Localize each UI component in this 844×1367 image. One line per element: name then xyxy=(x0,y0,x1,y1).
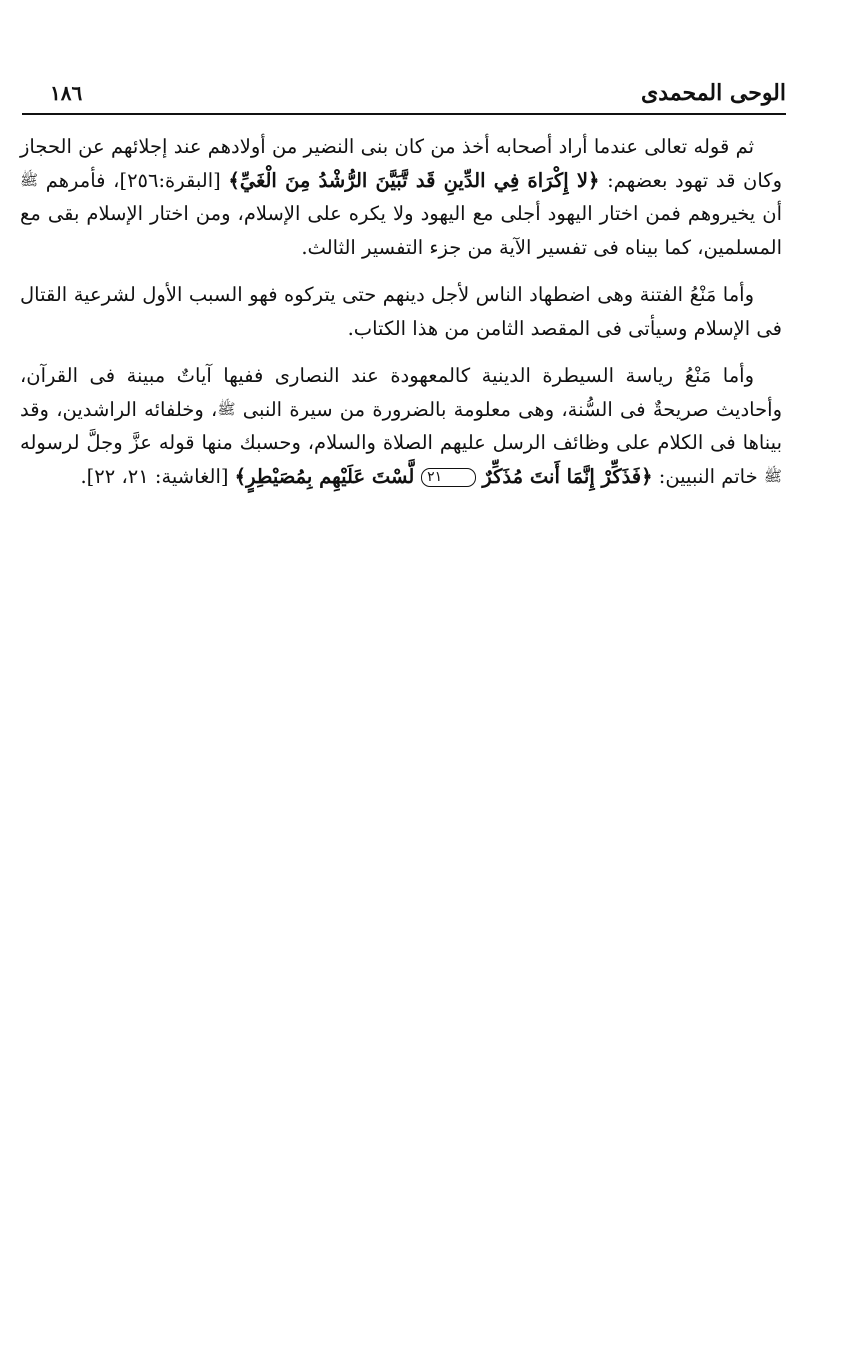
salawat-symbol: ﷺ xyxy=(20,170,39,189)
ayah-number-marker: ٢١ xyxy=(421,468,476,487)
paragraph-1-text-c: أن يخيروهم فمن اختار اليهود أجلى مع اليهود ولا يكره على الإسلام، ومن اختار الإسلام بقى مع المسلمين، كما بيناه فى تفسير الآية من جزء التفسير الثالث. xyxy=(20,202,782,259)
body-text xyxy=(20,130,782,493)
paragraph-3 xyxy=(20,359,782,493)
paragraph-3-text-d: [الغاشية: ٢١، ٢٢]. xyxy=(80,464,235,488)
paragraph-1-text-a: ثم قوله تعالى عندما أراد أصحابه أخذ من كان بنى النضير من أولادهم عند إجلائهم عن الحجاز وكان قد تهود بعضهم: xyxy=(20,135,783,192)
quran-verse-ghashiya-22: لَّسْتَ عَلَيْهِم بِمُصَيْطِرٍ﴾ xyxy=(234,464,422,488)
salawat-symbol: ﷺ xyxy=(763,466,782,485)
paragraph-3-text-a: وأما مَنْعُ رياسة السيطرة الدينية كالمعهودة عند النصارى ففيها آياتٌ مبينة فى القرآن، وأحاديث صريحةٌ فى السُّنة، وهى معلومة بالضرورة من سيرة النبى xyxy=(20,364,782,421)
paragraph-1-text-b: [البقرة:٢٥٦]، فأمرهم xyxy=(38,168,229,192)
quran-verse-baqara: ﴿لا إِكْرَاهَ فِي الدِّينِ قَد تَّبَيَّنَ الرُّشْدُ مِنَ الْغَيِّ﴾ xyxy=(228,168,600,192)
paragraph-1 xyxy=(20,130,782,264)
paragraph-2-text: وأما مَنْعُ الفتنة وهى اضطهاد الناس لأجل دينهم حتى يتركوه فهو السبب الأول لشرعية القتال فى الإسلام وسيأتى فى المقصد الثامن من هذا الكتاب. xyxy=(20,283,782,340)
running-title: الوحى المحمدى xyxy=(641,80,786,106)
paragraph-2 xyxy=(20,278,782,345)
page-number: ١٨٦ xyxy=(50,81,83,105)
quran-verse-ghashiya-21: ﴿فَذَكِّرْ إِنَّمَا أَنتَ مُذَكِّرٌ xyxy=(482,464,653,488)
salawat-symbol: ﷺ xyxy=(217,399,236,418)
paragraph-3-text-b: ، وخلفائه الراشدين، وقد بيناها فى الكلام على وظائف الرسل عليهم الصلاة والسلام، وحسبك منها قوله عزَّ وجلَّ لرسوله xyxy=(20,397,782,454)
page-header xyxy=(22,78,786,110)
paragraph-3-text-c: خاتم النبيين: xyxy=(652,464,764,488)
header-rule xyxy=(22,113,786,115)
